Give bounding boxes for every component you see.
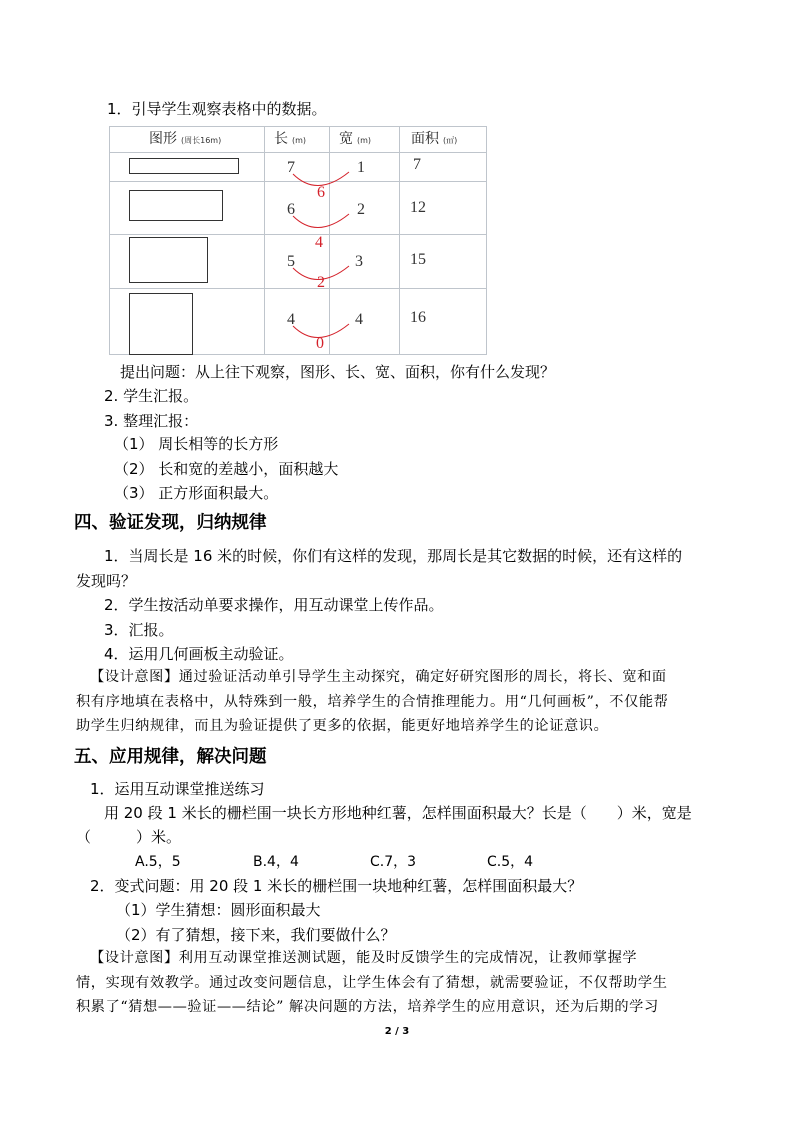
difference-label: 2 [317, 274, 325, 291]
section-5-item: 1．运用互动课堂推送练习 [90, 780, 265, 798]
section-5-item: 2．变式问题：用 20 段 1 米长的栅栏围一块地种红薯，怎样围面积最大？ [90, 877, 583, 895]
header-width: 宽 (m) [339, 131, 372, 147]
design-intent: 助学生归纳规律，而且为验证提供了更多的依据，能更好地培养学生的论证意识。 [76, 718, 609, 734]
section-4-item: 4．运用几何画板主动验证。 [104, 645, 294, 663]
difference-label: 0 [316, 335, 324, 352]
width-cell: 4 [355, 311, 363, 328]
difference-arcs [109, 126, 487, 355]
length-cell: 7 [287, 159, 295, 176]
design-intent: 【设计意图】通过验证活动单引导学生主动探究，确定好研究图形的周长，将长、宽和面 [90, 669, 667, 685]
section-4-item: 2．学生按活动单要求操作，用互动课堂上传作品。 [104, 596, 444, 614]
section-5-subitem: （1）学生猜想：圆形面积最大 [116, 901, 321, 919]
design-intent: 积有序地填在表格中，从特殊到一般，培养学生的合情推理能力。用“几何画板”，不仅能帮 [76, 694, 669, 710]
design-intent: 情，实现有效教学。通过改变问题信息，让学生体会有了猜想，就需要验证，不仅帮助学生 [76, 975, 668, 991]
summary-item: （2） 长和宽的差越小，面积越大 [114, 460, 339, 478]
data-table [109, 126, 487, 355]
section-4-title: 四、验证发现，归纳规律 [74, 513, 267, 533]
answer-option: C.5，4 [487, 854, 534, 870]
page-number: 2 / 3 [384, 1026, 410, 1037]
answer-option: C.7，3 [370, 854, 417, 870]
design-intent: 积累了“猜想——验证——结论” 解决问题的方法，培养学生的应用意识，还为后期的学习 [76, 999, 659, 1015]
header-length: 长 (m) [274, 131, 307, 147]
width-cell: 1 [357, 159, 365, 176]
width-cell: 3 [355, 253, 363, 270]
question-text: 提出问题：从上往下观察，图形、长、宽、面积，你有什么发现？ [120, 363, 556, 381]
width-cell: 2 [357, 201, 365, 218]
design-intent: 【设计意图】利用互动课堂推送测试题，能及时反馈学生的完成情况，让教师掌握学 [90, 950, 638, 966]
difference-label: 6 [317, 184, 325, 201]
header-area: 面积 (㎡) [411, 131, 458, 147]
summary-item: （3） 正方形面积最大。 [114, 484, 279, 502]
answer-option: B.4，4 [253, 854, 299, 870]
area-cell: 16 [410, 309, 426, 326]
answer-option: A.5，5 [135, 854, 181, 870]
length-cell: 5 [287, 253, 295, 270]
difference-label: 4 [315, 234, 323, 251]
section-4-item: 3．汇报。 [104, 621, 174, 639]
step-1: 1．引导学生观察表格中的数据。 [107, 100, 327, 118]
difference-arc [293, 214, 349, 228]
step-3: 3. 整理汇报： [104, 412, 199, 430]
problem-text: （ ）米。 [76, 828, 182, 846]
problem-text: 用 20 段 1 米长的栅栏围一块长方形地种红薯，怎样围面积最大？长是（ ）米，宽是 [104, 804, 692, 822]
section-4-item: 发现吗？ [76, 572, 137, 590]
step-2: 2. 学生汇报。 [104, 387, 199, 405]
area-cell: 12 [410, 199, 426, 216]
section-5-title: 五、应用规律，解决问题 [74, 747, 267, 767]
length-cell: 4 [287, 311, 295, 328]
area-cell: 7 [413, 156, 421, 173]
section-4-item: 1．当周长是 16 米的时候，你们有这样的发现，那周长是其它数据的时候，还有这样的 [104, 547, 683, 565]
summary-item: （1） 周长相等的长方形 [114, 435, 279, 453]
length-cell: 6 [287, 201, 295, 218]
header-shape: 图形 (周长16m) [149, 131, 222, 147]
section-5-subitem: （2）有了猜想，接下来，我们要做什么？ [116, 926, 396, 944]
area-cell: 15 [410, 251, 426, 268]
